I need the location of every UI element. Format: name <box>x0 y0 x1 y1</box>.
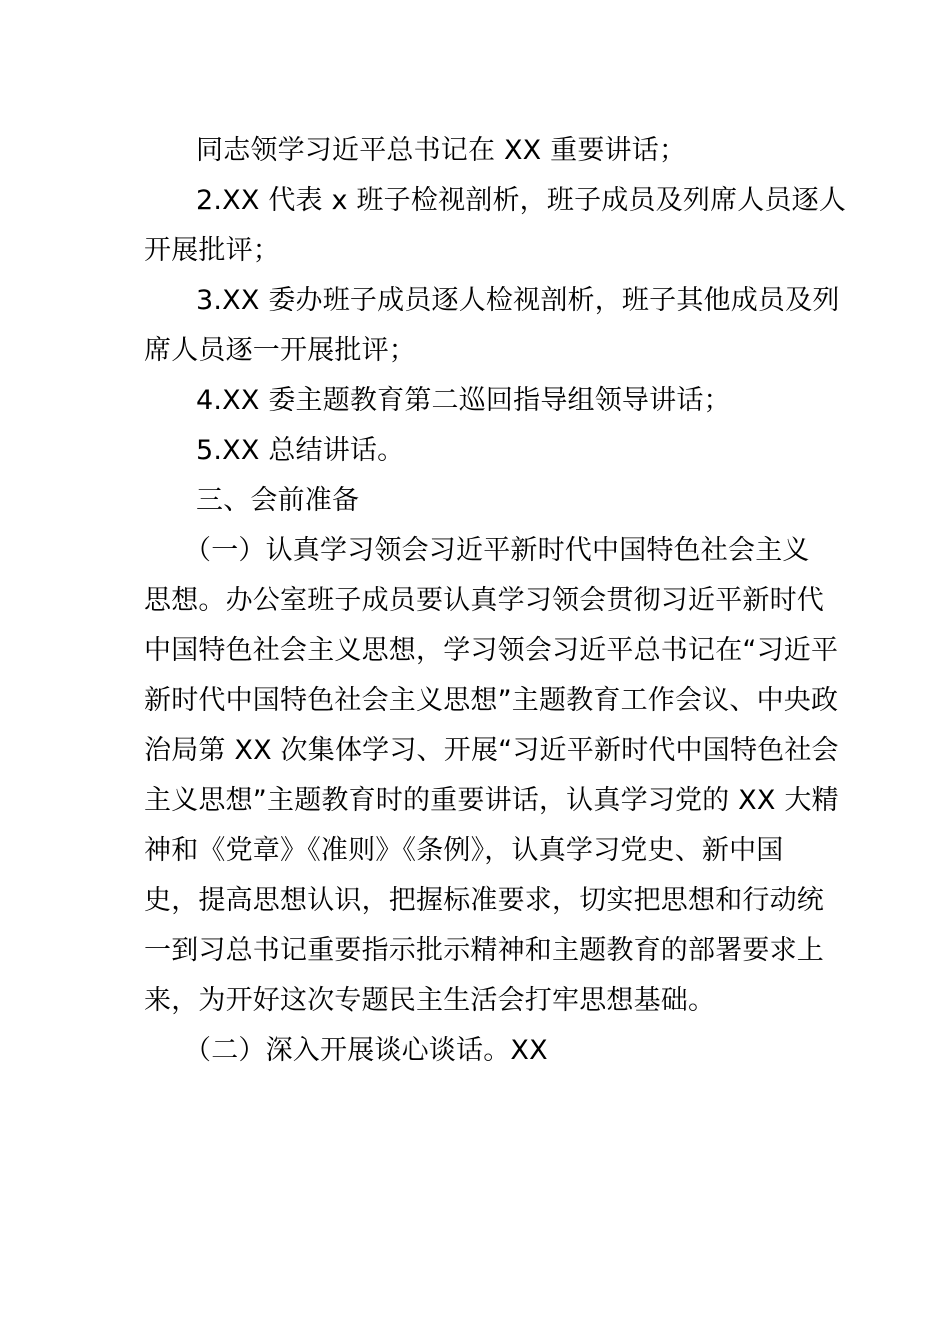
text-line-1: 同志领学习近平总书记在 XX 重要讲话； <box>196 135 687 166</box>
text-line-9: （一）认真学习领会习近平新时代中国特色社会主义 <box>184 535 810 566</box>
text-line-5: 席人员逐一开展批评； <box>144 335 416 366</box>
text-line-19: （二）深入开展谈心谈话。XX <box>184 1035 548 1066</box>
text-line-3: 开展批评； <box>144 235 280 266</box>
text-line-12: 新时代中国特色社会主义思想”主题教育工作会议、中央政 <box>144 685 839 716</box>
text-line-2: 2.XX 代表 x 班子检视剖析，班子成员及列席人员逐人 <box>196 185 847 216</box>
text-line-16: 史，提高思想认识，把握标准要求，切实把思想和行动统 <box>144 885 824 916</box>
text-line-10: 思想。办公室班子成员要认真学习领会贯彻习近平新时代 <box>144 585 824 616</box>
text-line-17: 一到习总书记重要指示批示精神和主题教育的部署要求上 <box>144 935 824 966</box>
text-line-15: 神和《党章》《准则》《条例》，认真学习党史、新中国 <box>144 835 784 866</box>
text-line-6: 4.XX 委主题教育第二巡回指导组领导讲话； <box>196 385 731 416</box>
text-line-11: 中国特色社会主义思想，学习领会习近平总书记在“习近平 <box>144 635 839 666</box>
text-line-14: 主义思想”主题教育时的重要讲话，认真学习党的 XX 大精 <box>144 785 839 816</box>
text-line-13: 治局第 XX 次集体学习、开展“习近平新时代中国特色社会 <box>144 735 839 766</box>
text-line-7: 5.XX 总结讲话。 <box>196 435 405 466</box>
text-line-4: 3.XX 委办班子成员逐人检视剖析，班子其他成员及列 <box>196 285 840 316</box>
section-heading: 三、会前准备 <box>196 485 360 516</box>
text-line-18: 来，为开好这次专题民主生活会打牢思想基础。 <box>144 985 716 1016</box>
